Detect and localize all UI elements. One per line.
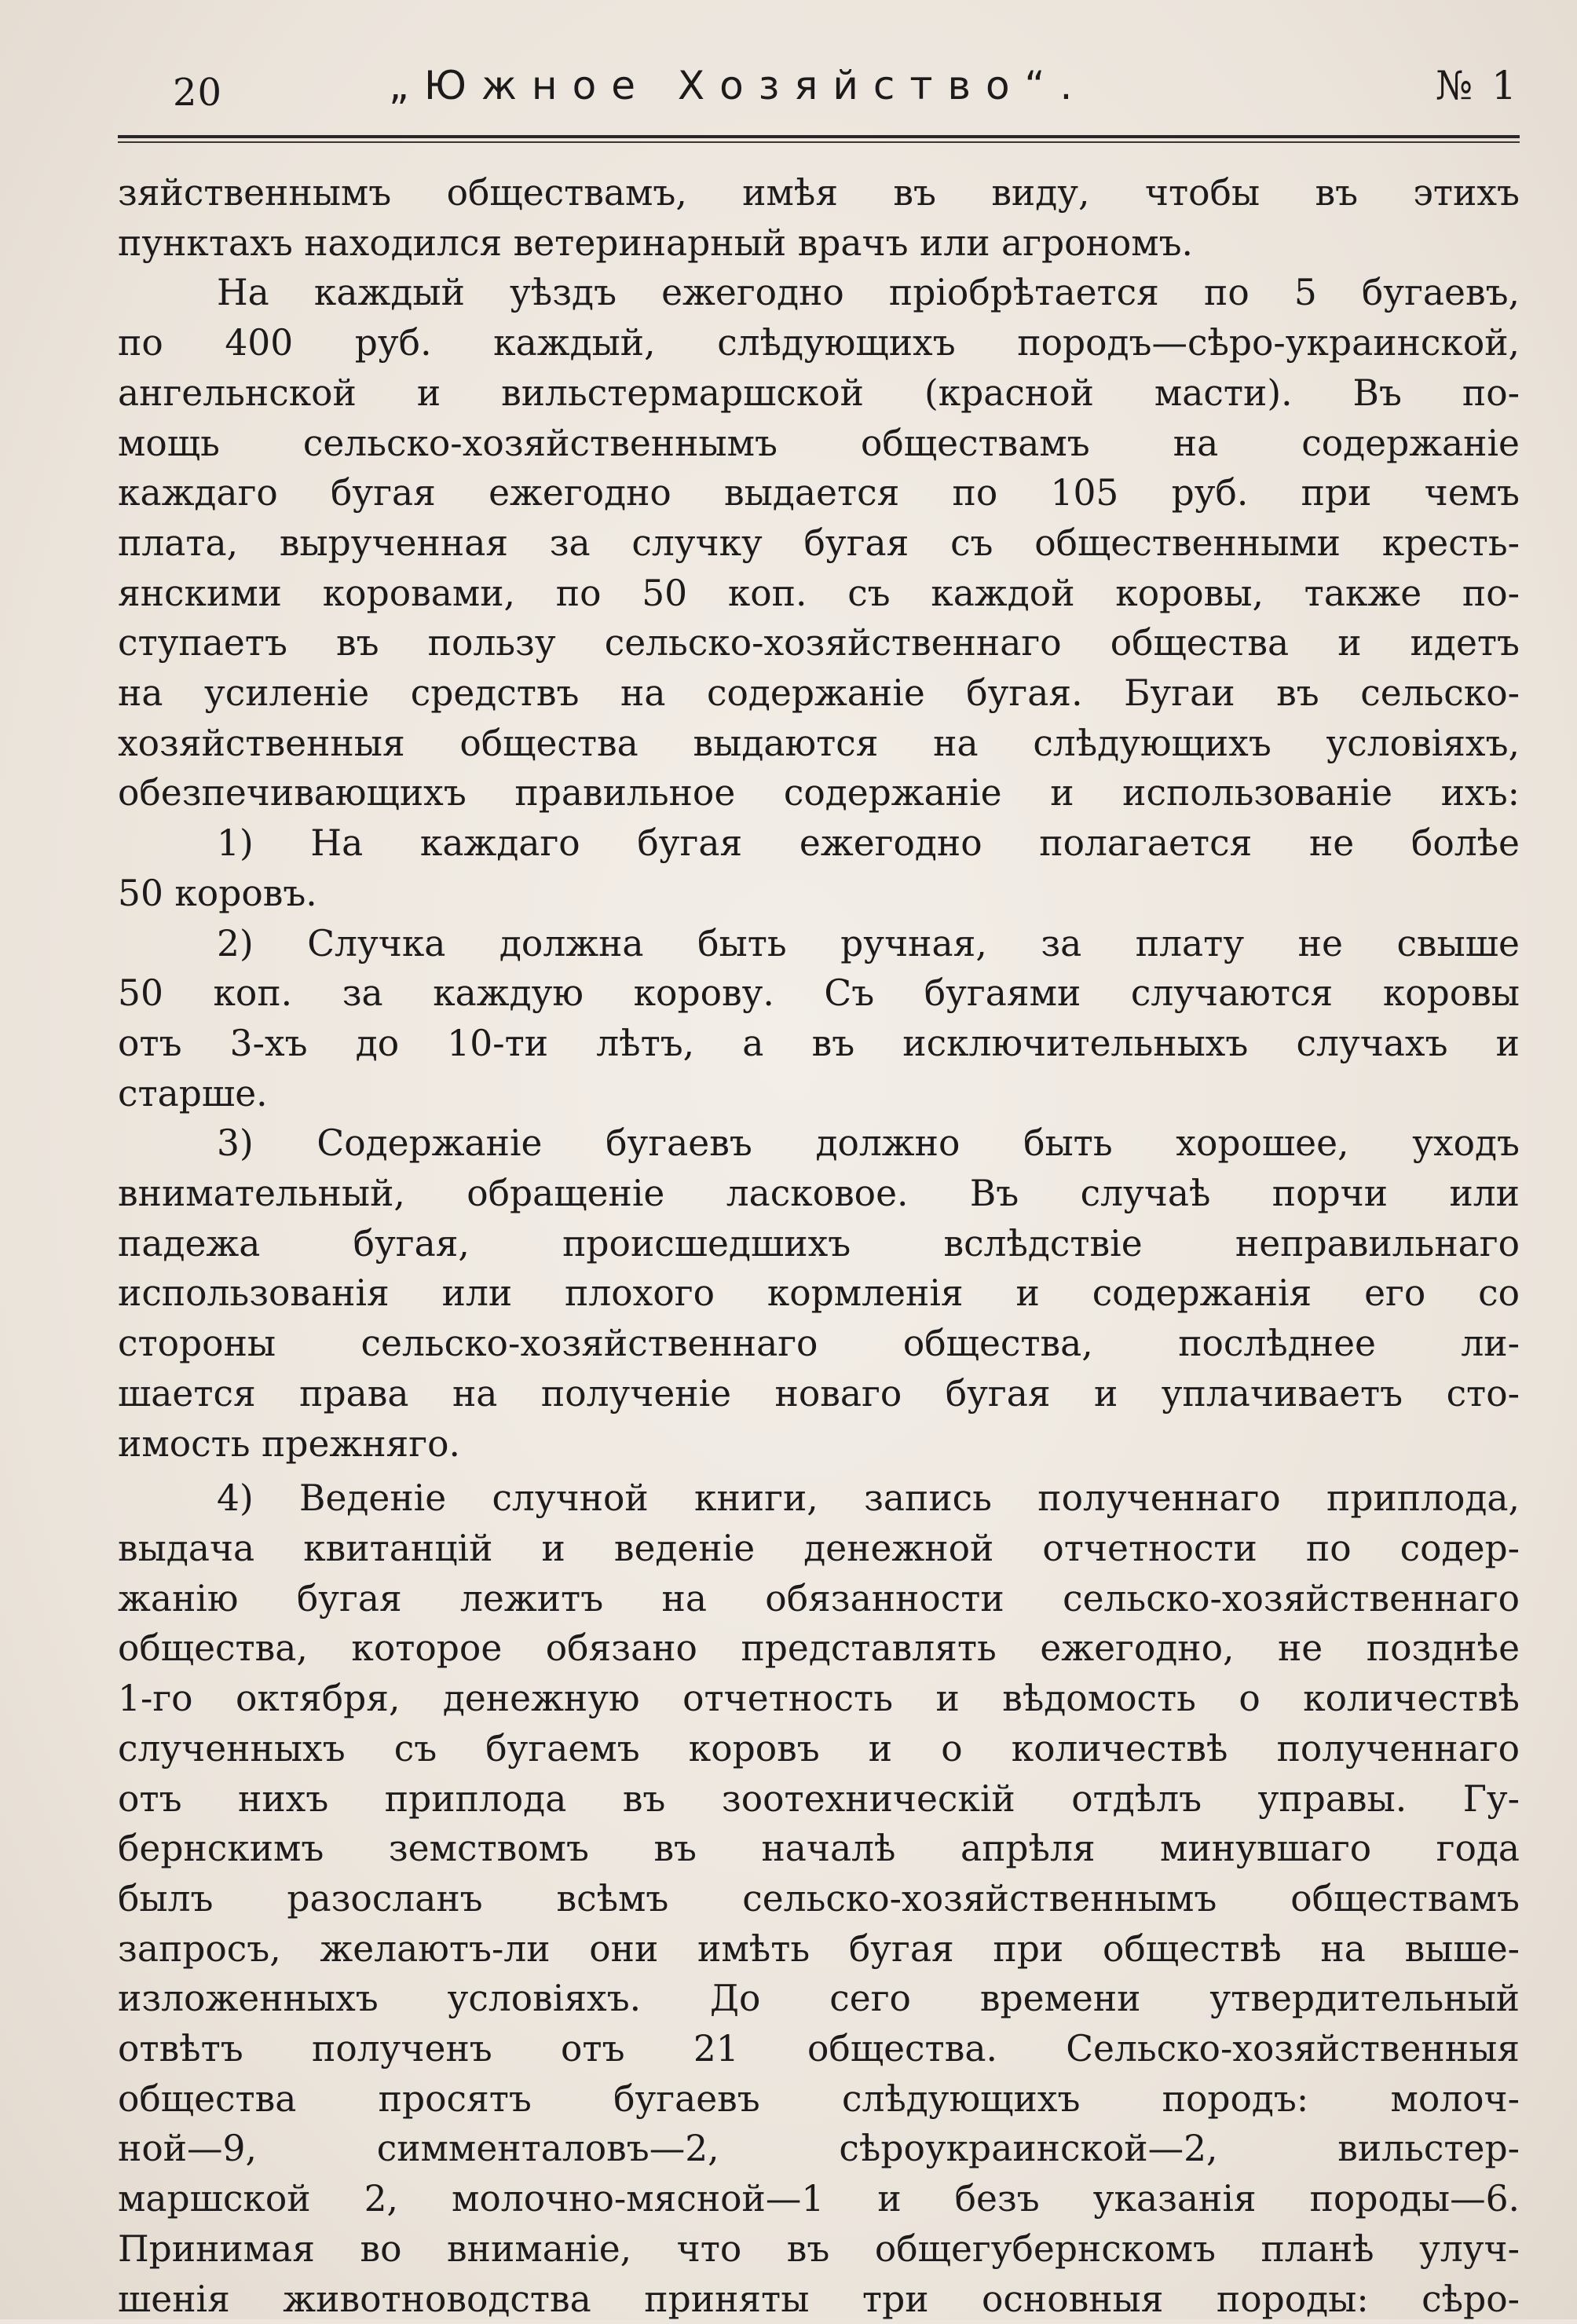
text-line: мощь сельско-хозяйственнымъ обществамъ на содержаніе — [118, 422, 1520, 464]
text-line: На каждый уѣздъ ежегодно пріобрѣтается по 5 бугаевъ, — [217, 272, 1520, 314]
text-line: 50 коровъ. — [118, 872, 317, 914]
text-line: Принимая во вниманіе, что въ общегубернскомъ планѣ улуч- — [118, 2227, 1520, 2270]
text-line: хозяйственныя общества выдаются на слѣдующихъ условіяхъ, — [118, 722, 1520, 764]
issue-number: № 1 — [1435, 63, 1520, 108]
text-line: былъ разосланъ всѣмъ сельско-хозяйственнымъ обществамъ — [118, 1877, 1520, 1920]
text-line: отвѣтъ полученъ отъ 21 общества. Сельско-хозяйственныя — [118, 2028, 1520, 2070]
text-line: плата, вырученная за случку бугая съ общественными кресть- — [118, 522, 1520, 564]
text-line: обезпечивающихъ правильное содержаніе и использованіе ихъ: — [118, 772, 1520, 814]
text-line: 1) На каждаго бугая ежегодно полагается не болѣе — [217, 822, 1520, 865]
text-line: стороны сельско-хозяйственнаго общества, послѣднее ли- — [118, 1323, 1520, 1365]
journal-title: „Южное Хозяйство“. — [389, 63, 1088, 108]
text-line: бернскимъ земствомъ въ началѣ апрѣля минувшаго года — [118, 1828, 1520, 1870]
text-line: общества, которое обязано представлять ежегодно, не позднѣе — [118, 1627, 1520, 1670]
text-line: по 400 руб. каждый, слѣдующихъ породъ—сѣро-украинской, — [118, 322, 1520, 364]
article-body — [118, 168, 1520, 2324]
text-line: 2) Случка должна быть ручная, за плату не свыше — [217, 922, 1520, 964]
text-line: пунктахъ находился ветеринарный врачъ или агрономъ. — [118, 221, 1194, 264]
text-line: внимательный, обращеніе ласковое. Въ случаѣ порчи или — [118, 1173, 1520, 1215]
text-line: слученныхъ съ бугаемъ коровъ и о количествѣ полученнаго — [118, 1727, 1520, 1770]
text-line: зяйственнымъ обществамъ, имѣя въ виду, чтобы въ этихъ — [118, 172, 1520, 214]
text-line: 50 коп. за каждую корову. Съ бугаями случаются коровы — [118, 972, 1520, 1015]
page-header — [118, 63, 1520, 141]
text-line: использованія или плохого кормленія и содержанія его со — [118, 1272, 1520, 1315]
text-line: ной—9, симменталовъ—2, сѣроукраинской—2, вильстер- — [118, 2128, 1520, 2170]
page-number: 20 — [173, 71, 223, 115]
text-line: каждаго бугая ежегодно выдается по 105 руб. при чемъ — [118, 472, 1520, 514]
text-line: на усиленіе средствъ на содержаніе бугая. Бугаи въ сельско- — [118, 672, 1520, 715]
text-line: 4) Веденіе случной книги, запись полученнаго приплода, — [217, 1477, 1520, 1520]
text-line: шается права на полученіе новаго бугая и уплачиваетъ сто- — [118, 1372, 1520, 1415]
text-line: имость прежняго. — [118, 1422, 460, 1465]
header-rule-thick — [118, 135, 1520, 138]
header-rule-thin — [118, 141, 1520, 143]
text-line: выдача квитанцій и веденіе денежной отчетности по содер- — [118, 1527, 1520, 1569]
text-line: падежа бугая, происшедшихъ вслѣдствіе неправильнаго — [118, 1222, 1520, 1264]
text-line: общества просятъ бугаевъ слѣдующихъ породъ: молоч- — [118, 2077, 1520, 2120]
text-line: шенія животноводства приняты три основныя породы: сѣро- — [118, 2278, 1520, 2320]
text-line: отъ 3-хъ до 10-ти лѣтъ, а въ исключительныхъ случахъ и — [118, 1022, 1520, 1064]
text-line: маршской 2, молочно-мясной—1 и безъ указанія породы—6. — [118, 2178, 1520, 2220]
text-line: ступаетъ въ пользу сельско-хозяйственнаго общества и идетъ — [118, 622, 1520, 664]
text-line: старше. — [118, 1072, 268, 1114]
text-line: жанію бугая лежитъ на обязанности сельско-хозяйственнаго — [118, 1577, 1520, 1619]
text-line: 1-го октября, денежную отчетность и вѣдомость о количествѣ — [118, 1678, 1520, 1720]
text-line: отъ нихъ приплода въ зоотехническій отдѣлъ управы. Гу- — [118, 1777, 1520, 1820]
text-line: ангельнской и вильстермаршской (красной масти). Въ по- — [118, 371, 1520, 414]
text-line: янскими коровами, по 50 коп. съ каждой коровы, также по- — [118, 572, 1520, 614]
text-line: 3) Содержаніе бугаевъ должно быть хорошее, уходъ — [217, 1122, 1520, 1165]
text-line: изложенныхъ условіяхъ. До сего времени утвердительный — [118, 1978, 1520, 2020]
text-line: запросъ, желаютъ-ли они имѣть бугая при обществѣ на выше- — [118, 1927, 1520, 1970]
